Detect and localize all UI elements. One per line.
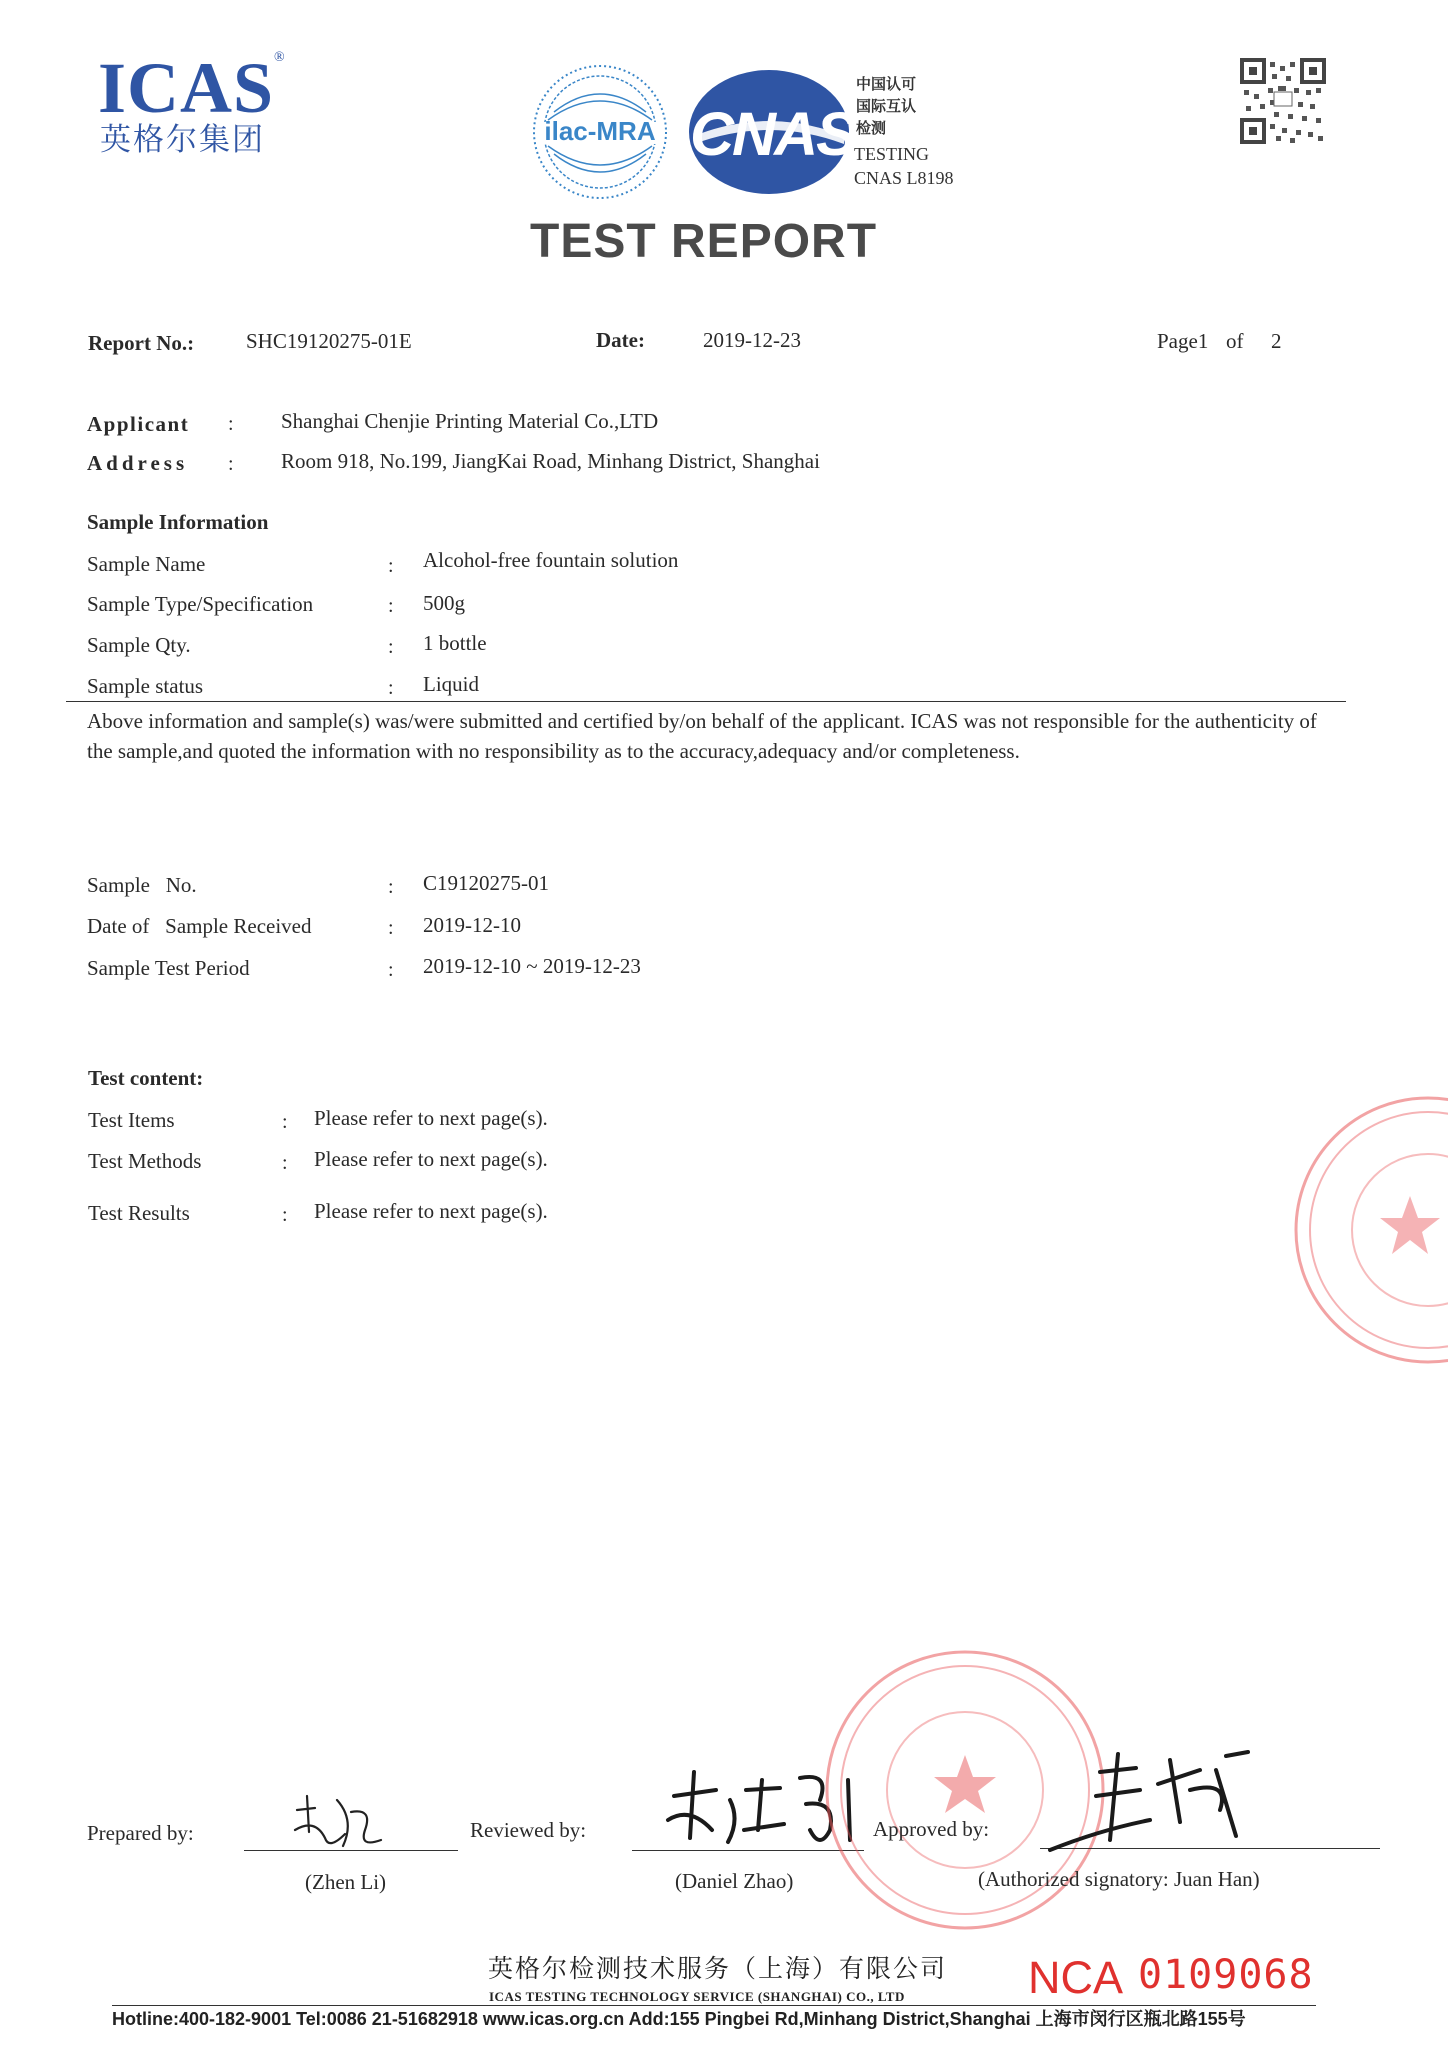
sample-info-heading: Sample Information xyxy=(87,510,269,534)
address-colon: : xyxy=(228,453,234,475)
reviewed-by-label: Reviewed by: xyxy=(470,1818,587,1842)
ilac-mra-logo xyxy=(530,62,670,202)
registered-mark: ® xyxy=(274,50,285,65)
footer-company-en: ICAS TESTING TECHNOLOGY SERVICE (SHANGHAI) CO., LTD xyxy=(489,1989,905,2004)
nca-label: NCA xyxy=(1028,1952,1124,2003)
report-number-label: Report No.: xyxy=(88,331,195,355)
test-period-colon: : xyxy=(388,959,394,981)
cnas-cn-line: 国际互认 xyxy=(856,99,917,115)
test-items-value: Please refer to next page(s). xyxy=(314,1106,548,1130)
sample-number-label: Sample No. xyxy=(87,873,197,897)
approved-by-name: (Authorized signatory: Juan Han) xyxy=(978,1867,1260,1891)
prepared-by-label: Prepared by: xyxy=(87,1821,194,1845)
right-edge-seal xyxy=(1270,1090,1448,1372)
date-received-label: Date of Sample Received xyxy=(87,914,312,938)
footer-company-cn: 英格尔检测技术服务（上海）有限公司 xyxy=(488,1956,948,1983)
approved-signature xyxy=(1040,1740,1260,1860)
sample-type-colon: : xyxy=(388,595,394,617)
sample-number-colon: : xyxy=(388,876,394,898)
date-received-colon: : xyxy=(388,917,394,939)
nca-serial-number: 0109068 xyxy=(1138,1952,1314,1998)
test-methods-colon: : xyxy=(282,1152,288,1174)
page-number-label: Page1 xyxy=(1157,329,1209,353)
report-date: 2019-12-23 xyxy=(703,328,801,352)
report-date-label: Date: xyxy=(596,328,645,352)
report-title: TEST REPORT xyxy=(530,215,878,268)
report-number: SHC19120275-01E xyxy=(246,329,412,353)
sample-name-colon: : xyxy=(388,555,394,577)
cnas-cn-line: 中国认可 xyxy=(856,77,917,93)
cnas-logo-text: CNAS xyxy=(690,100,855,168)
test-results-colon: : xyxy=(282,1204,288,1226)
approved-by-label: Approved by: xyxy=(873,1817,990,1841)
test-results-value: Please refer to next page(s). xyxy=(314,1199,548,1223)
disclaimer-text: Above information and sample(s) was/were submitted and certified by/on behalf of the applicant. ICAS was not responsible for the authenticity of the sample,and quoted the information with no responsibility as to the accuracy,adequacy and/or completeness. xyxy=(87,709,1317,763)
sample-qty-label: Sample Qty. xyxy=(87,633,191,657)
cnas-testing: TESTING xyxy=(854,144,929,164)
sample-status-label: Sample status xyxy=(87,674,204,698)
cnas-code: CNAS L8198 xyxy=(854,168,954,188)
footer-divider xyxy=(112,2005,1316,2006)
page-of-label: of xyxy=(1226,329,1244,353)
icas-logo-text: ICAS xyxy=(98,48,275,128)
sample-number-value: C19120275-01 xyxy=(423,871,549,895)
ilac-mra-label: ilac-MRA xyxy=(544,116,656,146)
prepared-by-name: (Zhen Li) xyxy=(305,1870,387,1894)
reviewed-by-name: (Daniel Zhao) xyxy=(675,1869,794,1893)
sample-name-label: Sample Name xyxy=(87,552,206,576)
test-methods-value: Please refer to next page(s). xyxy=(314,1147,548,1171)
sample-qty-colon: : xyxy=(388,636,394,658)
prepared-signature xyxy=(285,1790,395,1860)
icas-logo-cn-text: 英格尔集团 xyxy=(100,122,265,157)
test-results-label: Test Results xyxy=(88,1201,190,1225)
address-label: Address xyxy=(87,451,189,475)
sample-type-label: Sample Type/Specification xyxy=(87,592,314,616)
cnas-cn-label xyxy=(856,74,946,140)
date-received-value: 2019-12-10 xyxy=(423,913,521,937)
test-period-value: 2019-12-10 ~ 2019-12-23 xyxy=(423,954,641,978)
test-content-heading: Test content: xyxy=(88,1066,204,1090)
cnas-testing-label xyxy=(854,142,954,190)
sample-name-value: Alcohol-free fountain solution xyxy=(423,548,679,572)
qr-code-icon xyxy=(1240,58,1326,144)
test-items-label: Test Items xyxy=(88,1108,175,1132)
applicant-colon: : xyxy=(228,413,234,435)
test-period-label: Sample Test Period xyxy=(87,956,250,980)
address-value: Room 918, No.199, JiangKai Road, Minhang District, Shanghai xyxy=(281,449,820,473)
test-items-colon: : xyxy=(282,1111,288,1133)
cnas-cn-line: 检测 xyxy=(856,121,887,137)
page-total: 2 xyxy=(1271,329,1282,353)
applicant-value: Shanghai Chenjie Printing Material Co.,LTD xyxy=(281,409,659,433)
test-methods-label: Test Methods xyxy=(88,1149,202,1173)
sample-status-colon: : xyxy=(388,677,394,699)
sample-status-value: Liquid xyxy=(423,672,479,696)
sample-qty-value: 1 bottle xyxy=(423,631,487,655)
sample-type-value: 500g xyxy=(423,591,465,615)
applicant-label: Applicant xyxy=(87,412,190,436)
footer-contact-info: Hotline:400-182-9001 Tel:0086 21-51682918 www.icas.org.cn Add:155 Pingbei Rd,Minhang District,Shanghai 上海市闵行区瓶北路155号 xyxy=(112,2009,1246,2029)
divider xyxy=(66,701,1346,702)
